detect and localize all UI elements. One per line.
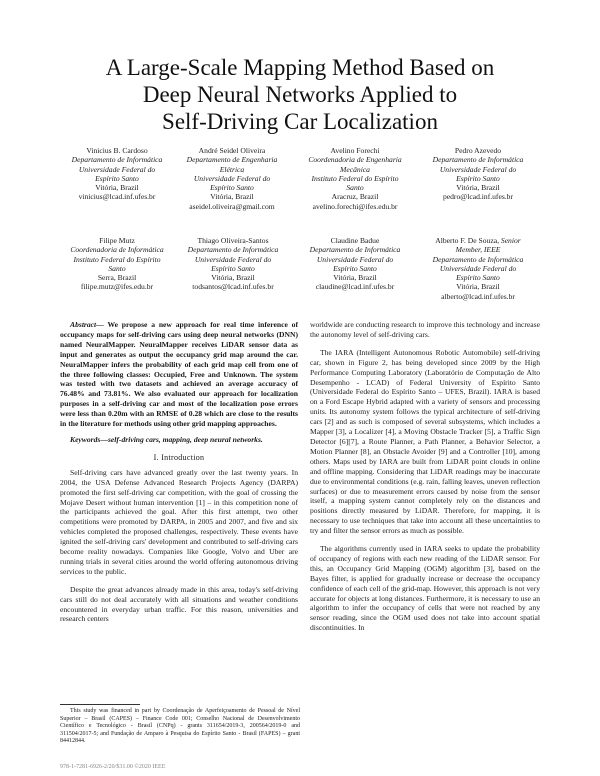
- paragraph: Self-driving cars have advanced greatly over the last twenty years. In 2004, the USA Defense Advanced Research Projects Agency (DARPA) promoted the first self-driving car competition, with the goal of crossing the Mojave Desert without human intervention [1] – in this competition none of the participants achieved the goal. After this first attempt, two other competitions were promoted by DARPA, in 2005 and 2007, and five and six vehicles completed the proposed challenges, respectively. These events have ignited the self-driving cars' development and contributed to self-driving cars become reality nowadays. Companies like Google, Volvo and Uber are running trials in several cities around the world offering autonomous driving services to the public.: [60, 467, 298, 576]
- author-block: [418, 146, 538, 202]
- author-block: [296, 236, 414, 292]
- author-location: Serra, Brazil: [97, 273, 137, 283]
- author-location: Vitória, Brazil: [95, 183, 139, 193]
- paragraph: The algorithms currently used in IARA seeks to update the probability of occupancy of regions with each new reading of the LiDAR sensor. For this, an Occupancy Grid Mapping (OGM) algorithm [3], based on the Bayes filter, is applied for gradually increase or decrease the occupancy confidence of each cell of the grid-map. However, this approach is not very accurate for objects at long distances. Furthermore, it is necessary to use an algorithm to infer the occupancy of cells that were not reached by any sensor reading, since the OGM used does not take into account spatial discontinuities. In: [310, 544, 540, 633]
- abstract: [60, 320, 298, 429]
- paragraph: worldwide are conducting research to improve this technology and increase the autonomy level of self-driving cars.: [310, 320, 540, 339]
- author-affiliation: Universidade Federal do: [316, 254, 394, 264]
- author-affiliation: Departamento de Informática: [71, 155, 163, 165]
- author-name: Avelino Forechi: [330, 146, 380, 155]
- left-column: [60, 320, 298, 624]
- author-block: [414, 236, 542, 301]
- author-name: Vinicius B. Cardoso: [86, 146, 148, 155]
- footer-copyright: 978-1-7281-6926-2/20/$31.00 ©2020 IEEE: [60, 764, 166, 770]
- author-affiliation: Espírito Santo: [456, 273, 500, 283]
- author-senior: Senior: [500, 236, 521, 245]
- section-heading: I. Introduction: [153, 452, 205, 462]
- author-affiliation: Espírito Santo: [95, 173, 139, 183]
- author-affiliation: Departamento de Engenharia: [186, 155, 278, 165]
- author-location: Vitória, Brazil: [211, 273, 255, 283]
- paper-title: [40, 54, 560, 135]
- abstract-lead: Abstract—: [70, 320, 104, 329]
- right-column: [310, 320, 540, 633]
- author-affiliation: Espírito Santo: [210, 183, 254, 193]
- author-block: [294, 146, 416, 211]
- author-email: avelino.forechi@ifes.edu.br: [312, 201, 398, 211]
- author-affiliation: Coordenadoria de Engenharia: [308, 155, 402, 165]
- author-affiliation: Santo: [108, 263, 126, 273]
- author-affiliation: Departamento de Informática: [432, 254, 524, 264]
- author-affiliation: Departamento de Informática: [187, 245, 279, 255]
- author-name: Claudine Badue: [330, 236, 380, 245]
- author-location: Vitória, Brazil: [333, 273, 377, 283]
- author-email: todsantos@lcad.inf.ufes.br: [192, 282, 274, 292]
- author-affiliation: Universidade Federal do: [439, 164, 517, 174]
- abstract-text: We propose a new approach for real time inference of occupancy maps for self-driving cars using deep neural networks (DNN) named NeuralMapper. NeuralMapper receives LiDAR sensor data as input and generates as output the occupancy grid map around the car. NeuralMapper infers the probability of each grid map cell from one of the three following classes: Occupied, Free and Unknown. The system was tested with two datasets and achieved an average accuracy of 76.48% and 73.81%. We also evaluated our approach for localization purposes in a self-driving car and most of the localization pose errors were less than 0.20m with an RMSE of 0.28 which are close to the results in the literature for methods using other grid mapping approaches.: [60, 320, 298, 429]
- author-name: [414, 236, 542, 245]
- author-location: Vitória, Brazil: [210, 192, 254, 202]
- author-email: vinicius@lcad.inf.ufes.br: [78, 192, 156, 202]
- author-name: Pedro Azevedo: [454, 146, 502, 155]
- author-affiliation: Instituto Federal do Espírito: [73, 254, 161, 264]
- author-location: Aracruz, Brazil: [331, 192, 379, 202]
- author-affiliation: Universidade Federal do: [78, 164, 156, 174]
- author-affiliation: Universidade Federal do: [439, 263, 517, 273]
- author-affiliation: Universidade Federal do: [193, 173, 271, 183]
- author-email: claudine@lcad.inf.ufes.br: [315, 282, 395, 292]
- author-block: [62, 146, 172, 202]
- author-block: [60, 236, 174, 292]
- author-email: aseidel.oliveira@gmail.com: [189, 201, 275, 211]
- title-line-3: Self-Driving Car Localization: [162, 109, 438, 134]
- title-line-1: A Large-Scale Mapping Method Based on: [105, 55, 495, 80]
- author-affiliation: Mecânica: [340, 164, 370, 174]
- footnote-rule: [60, 704, 140, 705]
- author-affiliation: Espírito Santo: [211, 263, 255, 273]
- author-affiliation: Instituto Federal do Espírito: [311, 173, 399, 183]
- author-affiliation: Universidade Federal do: [194, 254, 272, 264]
- author-name: André Seidel Oliveira: [198, 146, 266, 155]
- author-email: alberto@lcad.inf.ufes.br: [441, 291, 515, 301]
- author-email: filipe.mutz@ifes.edu.br: [80, 282, 154, 292]
- author-affiliation: Espírito Santo: [456, 173, 500, 183]
- author-affiliation: Espírito Santo: [333, 263, 377, 273]
- author-location: Vitória, Brazil: [456, 183, 500, 193]
- paragraph: Despite the great advances already made in this area, today's self-driving cars still do not deal accurately with all situations and weather conditions encountered in everyday urban traffic. For this reason, universities and research centers: [60, 584, 298, 624]
- author-membership: Member, IEEE: [455, 245, 501, 255]
- author-block: [172, 146, 292, 211]
- paragraph: The IARA (Intelligent Autonomous Robotic Automobile) self-driving car, shown in Figure 2, has being developed since 2009 by the High Performance Computing Laboratory (Laboratório de Computação de Alto Desempenho - LCAD) of Federal University of Espírito Santo (Universidade Federal do Espírito Santo – UFES, Brazil). IARA is based on a Ford Escape Hybrid adapted with a variety of sensors and processing units. Its autonomy system follows the typical architecture of self-driving cars [2] and as such is composed of several subsystems, which includes a Mapper [3], a Localizer [4], a Moving Obstacle Tracker [5], a Traffic Sign Detector [6][7], a Route Planner, a Path Planner, a Behavior Selector, a Motion Planner [8], an Obstacle Avoider [9] and a Controller [10], among others. Maps used by IARA are built from LiDAR point clouds in online and offline mapping. Considering that LiDAR readings may be inaccurate due to environmental conditions (e.g. rain, falling leaves, uneven reflection surfaces) or due to measurement errors caused by noise from the sensor itself, a mapping system cannot completely rely on the distances and positions directly measured by LiDAR. Therefore, for mapping, it is necessary to use techniques that take into account all these uncertainties to try and filter the sensor errors as much as possible.: [310, 347, 540, 536]
- author-name: Filipe Mutz: [99, 236, 135, 245]
- title-line-2: Deep Neural Networks Applied to: [142, 82, 458, 107]
- author-affiliation: Departamento de Informática: [432, 155, 524, 165]
- author-name: Thiago Oliveira-Santos: [197, 236, 269, 245]
- author-affiliation: Coordenadoria de Informática: [70, 245, 164, 255]
- author-location: Vitória, Brazil: [456, 282, 500, 292]
- keywords: Keywords—self-driving cars, mapping, deep neural networks.: [70, 434, 263, 444]
- author-email: pedro@lcad.inf.ufes.br: [442, 192, 514, 202]
- footnote: This study was financed in part by Coordenação de Aperfeiçoamento de Pessoal de Nível Superior – Brasil (CAPES) – Finance Code 001; Conselho Nacional de Desenvolvimento Científico e Tecnológico - Brasil (CNPq) - grants 311654/2019-3, 200564/2019-0 and 311504/2017-5; and Fundação de Amparo à Pesquisa do Espírito Santo - Brasil (FAPES) – grant 84412844.: [60, 708, 300, 745]
- author-block: [174, 236, 292, 292]
- author-affiliation: Santo: [346, 183, 364, 193]
- author-affiliation: Elétrica: [219, 164, 245, 174]
- author-name-text: Alberto F. De Souza,: [435, 236, 499, 245]
- author-affiliation: Departamento de Informática: [309, 245, 401, 255]
